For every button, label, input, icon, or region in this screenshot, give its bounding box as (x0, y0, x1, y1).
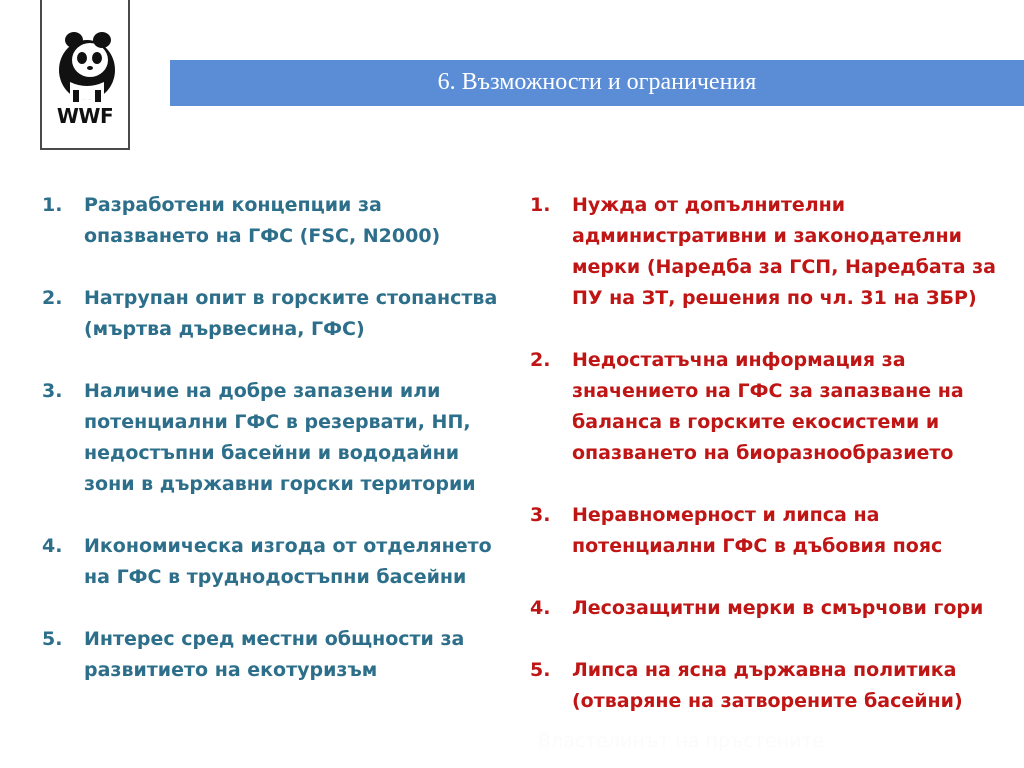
item-number: 2. (42, 287, 63, 309)
page-title: 6. Възможности и ограничения (437, 69, 757, 95)
logo-text: WWF (56, 104, 114, 128)
footer-note: Властелинът на пръстените (538, 730, 825, 752)
title-bar (170, 60, 1024, 106)
item-number: 4. (42, 535, 63, 557)
item-number: 3. (42, 380, 63, 402)
list-item (530, 500, 1000, 562)
item-text: Наличие на добре запазени или потенциални ГФС в резервати, НП, недостъпни басейни и вододайни зони в държавни горски територии (84, 380, 476, 495)
item-text: Липса на ясна държавна политика (отваряне на затворените басейни) (572, 659, 963, 712)
item-text: Недостатъчна информация за значението на ГФС за запазване на баланса в горските екосистеми и опазването на биоразнообразието (572, 349, 964, 464)
item-number: 3. (530, 504, 551, 526)
wwf-logo (40, 0, 130, 150)
item-text: Натрупан опит в горските стопанства (мъртва дървесина, ГФС) (84, 287, 498, 340)
item-text: Неравномерност и липса на потенциални ГФС в дъбовия пояс (572, 504, 943, 557)
item-text: Нужда от допълнителни административни и законодателни мерки (Наредба за ГСП, Наредбата за ПУ на ЗТ, решения по чл. 31 на ЗБР) (572, 194, 996, 309)
list-item (42, 531, 502, 593)
list-item (42, 624, 502, 686)
item-text: Икономическа изгода от отделянето на ГФС в труднодостъпни басейни (84, 535, 492, 588)
list-item (42, 376, 502, 500)
list-item (42, 283, 502, 345)
item-number: 4. (530, 597, 551, 619)
item-number: 5. (530, 659, 551, 681)
list-item (530, 655, 1000, 717)
item-number: 2. (530, 349, 551, 371)
item-number: 1. (42, 194, 63, 216)
limitations-list (530, 190, 1000, 748)
list-item (530, 345, 1000, 469)
list-item (42, 190, 502, 252)
item-number: 1. (530, 194, 551, 216)
item-text: Лесозащитни мерки в смърчови гори (572, 597, 984, 619)
item-number: 5. (42, 628, 63, 650)
item-text: Интерес сред местни общности за развитието на екотуризъм (84, 628, 465, 681)
item-text: Разработени концепции за опазването на ГФС (FSC, N2000) (84, 194, 441, 247)
list-item (530, 190, 1000, 314)
opportunities-list (42, 190, 502, 717)
panda-icon (54, 30, 120, 102)
list-item (530, 593, 1000, 624)
